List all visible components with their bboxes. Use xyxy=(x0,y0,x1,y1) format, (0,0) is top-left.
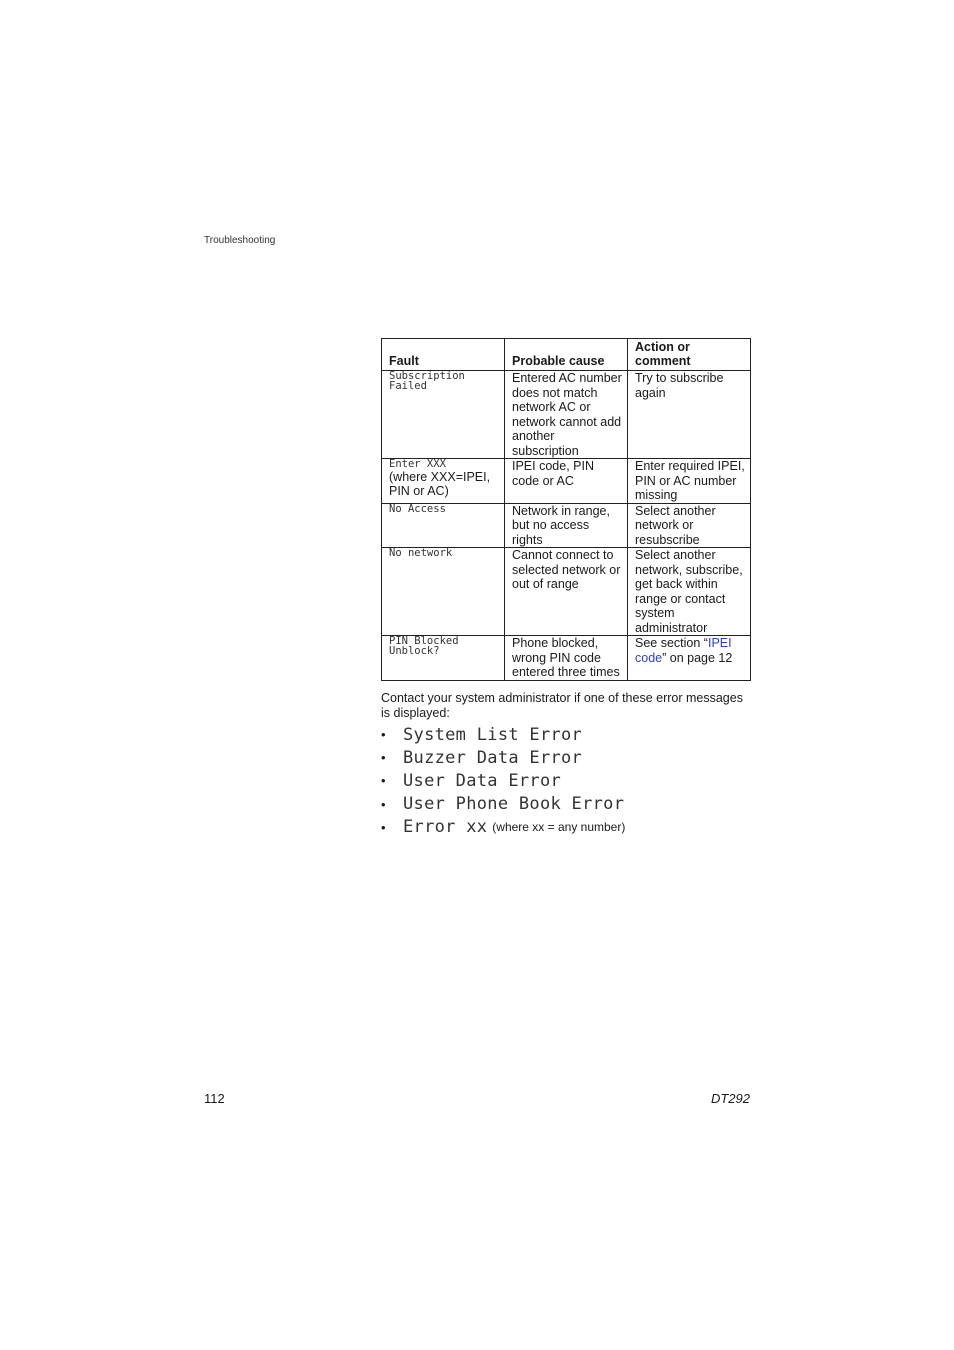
action-cell: Select another network or resubscribe xyxy=(628,503,751,548)
cause-cell: Network in range, but no access rights xyxy=(505,503,628,548)
error-code: Error xx xyxy=(403,817,488,838)
table-row xyxy=(382,548,751,636)
fault-table xyxy=(381,338,751,681)
fault-cell xyxy=(382,459,505,504)
table-row xyxy=(382,371,751,459)
error-note: (where xx = any number) xyxy=(492,820,626,835)
list-item xyxy=(381,793,625,816)
list-item xyxy=(381,723,625,746)
table-row xyxy=(382,459,751,504)
fault-cell xyxy=(382,548,505,636)
fault-code: No Access xyxy=(389,502,446,515)
cause-cell: Phone blocked, wrong PIN code entered three times xyxy=(505,636,628,681)
ipei-code-link[interactable]: IPEI code xyxy=(635,636,732,665)
fault-note: (where XXX=IPEI, PIN or AC) xyxy=(389,469,491,498)
column-header-cause: Probable cause xyxy=(505,339,628,371)
fault-cell xyxy=(382,503,505,548)
error-list xyxy=(381,723,625,839)
action-prefix: See section “ xyxy=(635,636,708,650)
fault-code: No network xyxy=(389,547,453,559)
fault-code: PIN Blocked Unblock? xyxy=(389,635,459,657)
bullet-icon: • xyxy=(381,773,386,789)
action-cell: Try to subscribe again xyxy=(628,371,751,459)
error-code: Buzzer Data Error xyxy=(403,747,583,768)
intro-text: Contact your system administrator if one of these error messages is displayed: xyxy=(381,691,743,720)
bullet-icon: • xyxy=(381,750,386,766)
bullet-icon: • xyxy=(381,796,386,812)
action-cell xyxy=(628,636,751,681)
cause-cell: IPEI code, PIN code or AC xyxy=(505,459,628,504)
fault-cell xyxy=(382,371,505,459)
error-code: User Data Error xyxy=(403,770,562,791)
running-header: Troubleshooting xyxy=(204,235,276,246)
error-code: System List Error xyxy=(403,724,583,745)
table-row xyxy=(382,503,751,548)
table-row xyxy=(382,636,751,681)
bullet-icon: • xyxy=(381,727,386,743)
list-item xyxy=(381,769,625,792)
cause-cell: Entered AC number does not match network AC or network cannot add another subscription xyxy=(505,371,628,459)
page-number: 112 xyxy=(204,1091,225,1106)
action-cell: Enter required IPEI, PIN or AC number missing xyxy=(628,459,751,504)
column-header-action: Action or comment xyxy=(628,339,751,371)
list-item xyxy=(381,816,625,839)
action-cell: Select another network, subscribe, get back within range or contact system administrator xyxy=(628,548,751,636)
error-code: User Phone Book Error xyxy=(403,794,625,815)
document-name: DT292 xyxy=(710,1091,750,1106)
cause-cell: Cannot connect to selected network or out of range xyxy=(505,548,628,636)
fault-code: Subscription Failed xyxy=(389,370,465,392)
fault-code: Enter XXX xyxy=(389,458,446,470)
bullet-icon: • xyxy=(381,819,386,835)
list-item xyxy=(381,746,625,769)
column-header-fault: Fault xyxy=(382,339,505,371)
table-header-row xyxy=(382,339,751,371)
action-suffix: ” on page 12 xyxy=(662,650,733,665)
fault-cell xyxy=(382,636,505,681)
